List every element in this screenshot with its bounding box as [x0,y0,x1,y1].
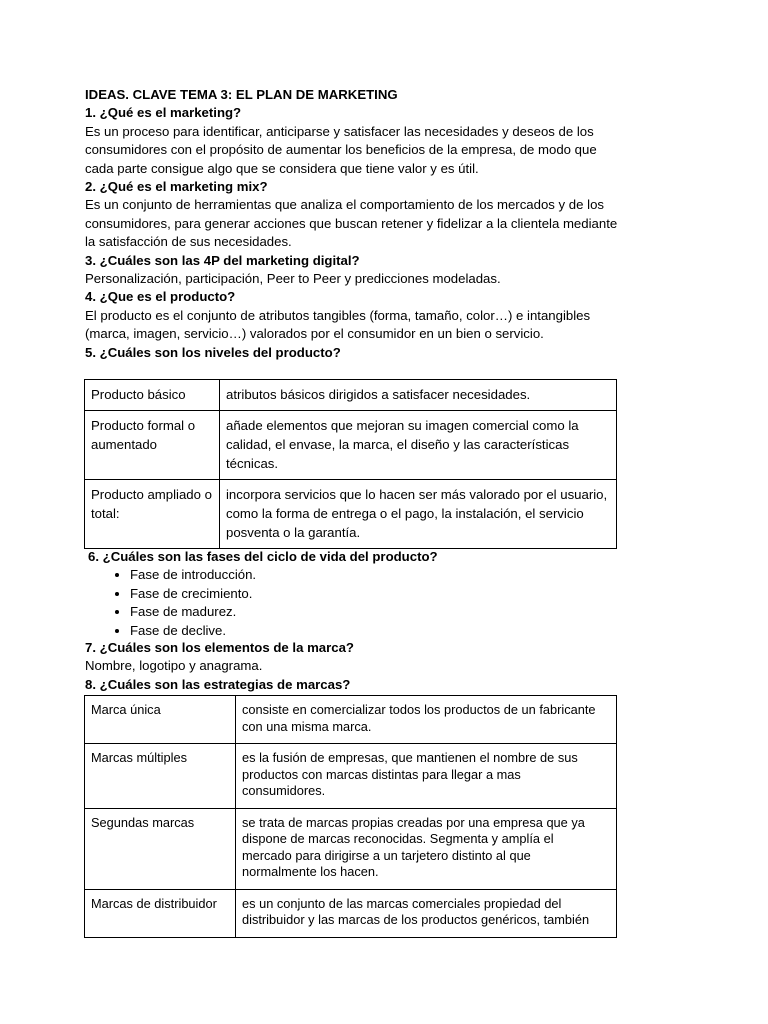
table-row [85,411,617,480]
question-6: 6. ¿Cuáles son las fases del ciclo de vida del producto? [88,549,438,564]
table-row [85,889,617,937]
q6-block [88,548,628,640]
table-cell-term: Marcas múltiples [85,744,236,809]
q7-q8-block [85,639,625,694]
table-cell-term: Producto formal o aumentado [85,411,220,480]
table-cell-desc: atributos básicos dirigidos a satisfacer necesidades. [220,380,617,411]
table-cell-desc: añade elementos que mejoran su imagen comercial como la calidad, el envase, la marca, el diseño y las características técnicas. [220,411,617,480]
table-cell-desc: es la fusión de empresas, que mantienen el nombre de sus productos con marcas distintas para llegar a mas consumidores. [236,744,617,809]
product-levels-table [84,379,617,549]
table-row [85,744,617,809]
question-7: 7. ¿Cuáles son los elementos de la marca? [85,640,354,655]
table-cell-desc: se trata de marcas propias creadas por una empresa que ya dispone de marcas reconocidas. Segmenta y amplía el mercado para dirigirse a un tarjetero distinto al que normalmente los hacen. [236,808,617,889]
answer-1-line: cada parte consigue algo que se considera que tiene valor y es útil. [85,160,479,176]
question-8: 8. ¿Cuáles son las estrategias de marcas? [85,676,351,692]
answer-4-line: (marca, imagen, servicio…) valorados por el consumidor en un bien o servicio. [85,326,544,342]
answer-2-line: la satisfacción de sus necesidades. [85,234,292,250]
table-row [85,380,617,411]
answer-7: Nombre, logotipo y anagrama. [85,658,263,674]
answer-4-line: El producto es el conjunto de atributos tangibles (forma, tamaño, color…) e intangibles [85,307,591,323]
table-cell-term: Marca única [85,696,236,744]
table-cell-desc: consiste en comercializar todos los productos de un fabricante con una misma marca. [236,696,617,744]
list-item: • Fase de introducción. [130,566,628,584]
table-cell-term: Segundas marcas [85,808,236,889]
list-item: • Fase de madurez. [130,603,628,621]
table-row [85,696,617,744]
table-cell-desc: es un conjunto de las marcas comerciales propiedad del distribuidor y las marcas de los productos genéricos, también [236,889,617,937]
answer-3-line: Personalización, participación, Peer to Peer y predicciones modeladas. [85,271,501,287]
table-row [85,808,617,889]
brand-strategies-table [84,695,617,938]
question-4: 4. ¿Que es el producto? [85,289,236,305]
question-2: 2. ¿Qué es el marketing mix? [85,179,268,195]
answer-1-line: consumidores con el propósito de aumentar los beneficios de la empresa, de modo que [85,142,597,158]
question-5: 5. ¿Cuáles son los niveles del producto? [85,344,341,360]
intro-block [85,86,625,362]
question-3: 3. ¿Cuáles son las 4P del marketing digital? [85,252,360,268]
list-item: • Fase de crecimiento. [130,585,628,603]
answer-1-line: Es un proceso para identificar, anticiparse y satisfacer las necesidades y deseos de los [85,123,594,139]
table-cell-term: Producto básico [85,380,220,411]
answer-2-line: Es un conjunto de herramientas que analiza el comportamiento de los mercados y de los [85,197,605,213]
table-cell-term: Producto ampliado o total: [85,480,220,549]
list-item: • Fase de declive. [130,622,628,640]
lifecycle-list [88,566,628,640]
table-row [85,480,617,549]
table-cell-term: Marcas de distribuidor [85,889,236,937]
question-1: 1. ¿Qué es el marketing? [85,105,242,121]
page-title: IDEAS. CLAVE TEMA 3: EL PLAN DE MARKETING [85,87,398,102]
table-cell-desc: incorpora servicios que lo hacen ser más valorado por el usuario, como la forma de entrega o el pago, la instalación, el servicio posventa o la garantía. [220,480,617,549]
answer-2-line: consumidores, para generar acciones que buscan retener y fidelizar a la clientela mediante [85,215,618,231]
